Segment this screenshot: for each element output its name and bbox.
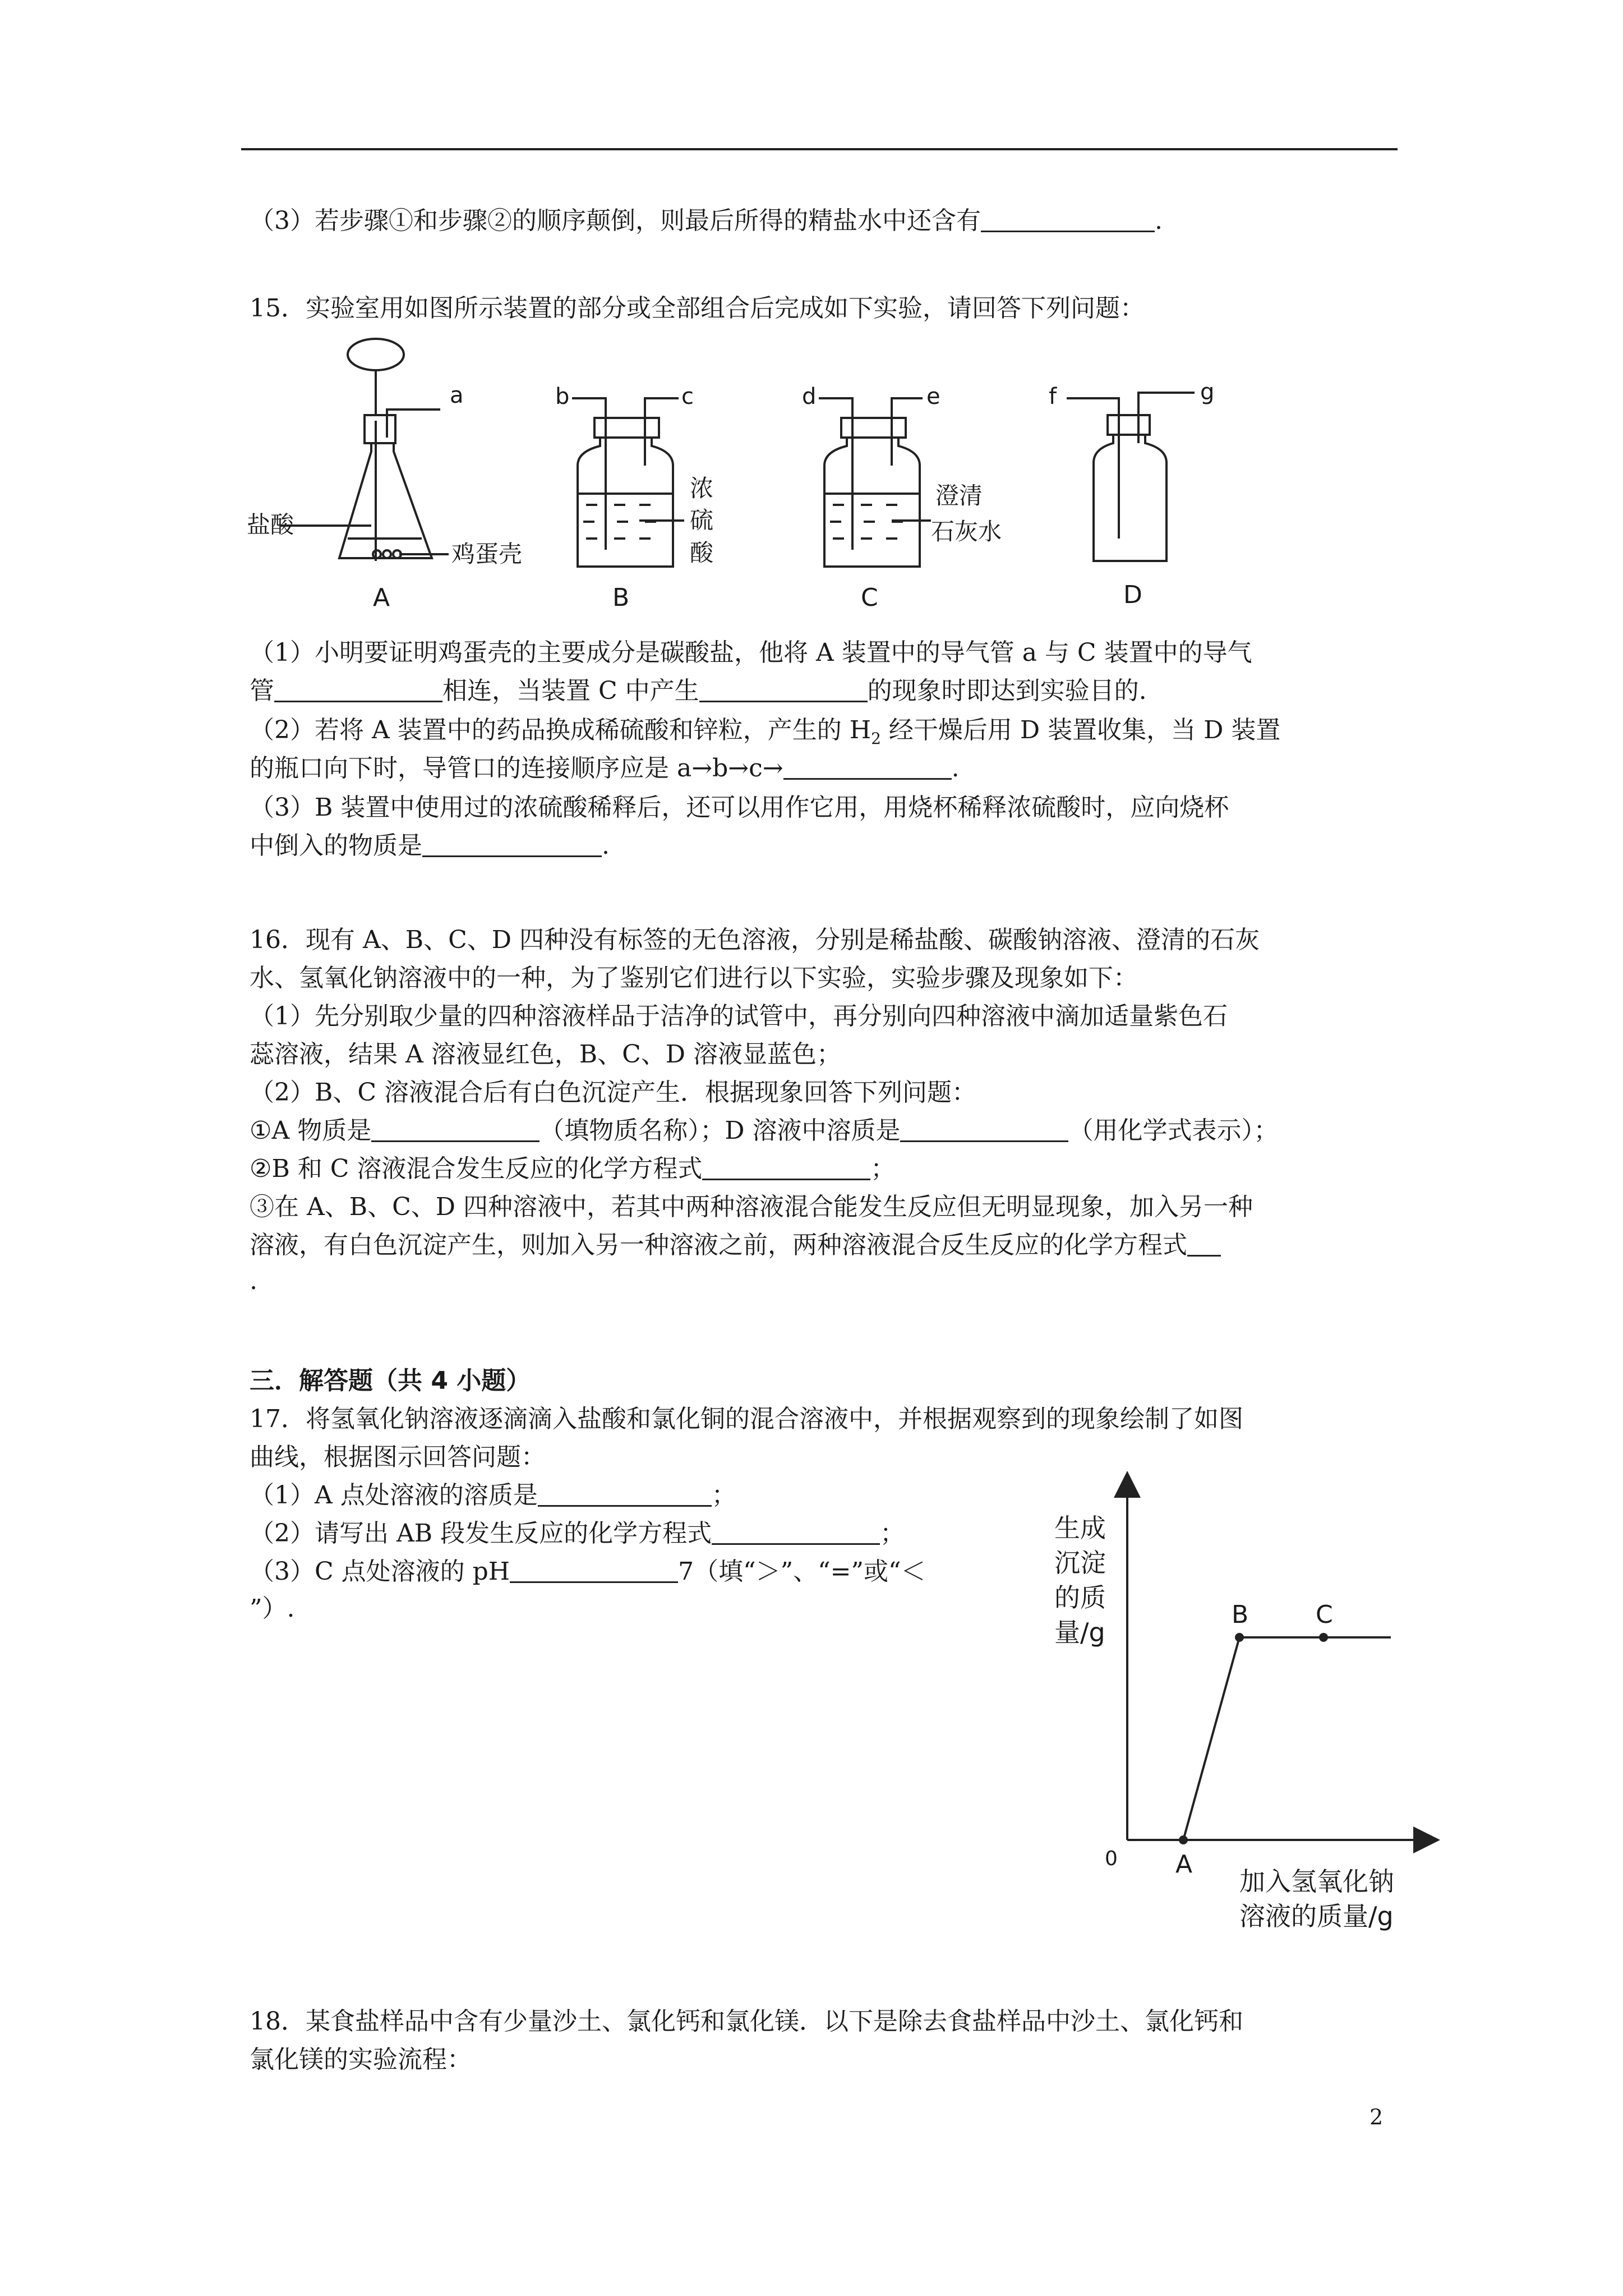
label-h2so4-3: 酸 <box>690 539 714 567</box>
label-b: b <box>555 384 570 409</box>
label-lime-2: 石灰水 <box>931 518 1002 545</box>
q17-line1: 17．将氢氧化钠溶液逐滴滴入盐酸和氯化铜的混合溶液中，并根据观察到的现象绘制了如图 <box>250 1405 1243 1433</box>
q15-intro: 15．实验室用如图所示装置的部分或全部组合后完成如下实验，请回答下列问题： <box>250 294 1145 323</box>
ylabel-line-2: 沉淀 <box>1054 1548 1106 1578</box>
answer-blank[interactable] <box>699 675 868 702</box>
ylabel-line-4: 量/g <box>1054 1617 1105 1648</box>
apparatus-A <box>280 339 449 561</box>
ylabel-line-3: 的质 <box>1054 1582 1106 1613</box>
q15-p3-line1: （3）B 装置中使用过的浓硫酸稀释后，还可以用作它用，用烧杯稀释浓硫酸时，应向烧杯 <box>250 793 1229 822</box>
ylabel-line-1: 生成 <box>1054 1513 1106 1543</box>
q15-p3-line2: 中倒入的物质是 . <box>250 829 610 863</box>
q16-line10: . <box>250 1267 257 1295</box>
q16-line5: （2）B、C 溶液混合后有白色沉淀产生．根据现象回答下列问题： <box>250 1078 976 1107</box>
q16-line8: ③在 A、B、C、D 四种溶液中，若其中两种溶液混合能发生反应但无明显现象，加入另一种 <box>250 1193 1253 1221</box>
q17-line5: （3）C 点处溶液的 pH 7（填“＞”、“=”或“＜ <box>250 1555 926 1589</box>
answer-blank[interactable] <box>510 1556 678 1583</box>
label-h2so4-2: 硫 <box>690 507 714 534</box>
label-hcl: 盐酸 <box>247 511 294 539</box>
label-a: a <box>450 383 464 408</box>
label-e: e <box>926 384 940 409</box>
label-A: A <box>373 583 390 612</box>
point-A <box>1179 1835 1188 1844</box>
q17-line2: 曲线，根据图示回答问题： <box>250 1443 546 1471</box>
q16-line7: ②B 和 C 溶液混合发生反应的化学方程式 ； <box>250 1152 895 1186</box>
label-C: C <box>861 583 878 612</box>
answer-blank[interactable] <box>422 830 602 857</box>
q15-p2-line2: 的瓶口向下时，导管口的连接顺序应是 a→b→c→ . <box>250 752 960 785</box>
q15-p1-line2: 管 相连，当装置 C 中产生 的现象时即达到实验目的. <box>250 674 1147 708</box>
q18-line1: 18．某食盐样品中含有少量沙土、氯化钙和氯化镁．以下是除去食盐样品中沙土、氯化钙和 <box>250 2007 1243 2036</box>
answer-blank[interactable] <box>900 1115 1068 1142</box>
q14-part3: （3）若步骤①和步骤②的顺序颠倒，则最后所得的精盐水中还含有 . <box>250 204 1163 238</box>
q16-line1: 16．现有 A、B、C、D 四种没有标签的无色溶液，分别是稀盐酸、碳酸钠溶液、澄清的石灰 <box>250 926 1260 954</box>
point-C <box>1319 1633 1328 1642</box>
q16-line6: ①A 物质是 （填物质名称）；D 溶液中溶质是 （用化学式表示）； <box>250 1114 1278 1148</box>
page-number: 2 <box>1370 2105 1384 2129</box>
answer-blank[interactable] <box>712 1517 880 1545</box>
apparatus-B <box>572 398 684 567</box>
q16-line3: （1）先分别取少量的四种溶液样品于洁净的试管中，再分别向四种溶液中滴加适量紫色石 <box>250 1002 1228 1030</box>
label-B: B <box>612 583 630 612</box>
label-g: g <box>1200 379 1215 405</box>
series-line <box>1183 1637 1391 1840</box>
precipitate-chart <box>1043 1464 1469 1947</box>
xlabel-line-1: 加入氢氧化钠 <box>1239 1866 1394 1897</box>
q17-line3: （1）A 点处溶液的溶质是 ； <box>250 1479 736 1512</box>
q16-line9: 溶液，有白色沉淀产生，则加入另一种溶液之前，两种溶液混合反生反应的化学方程式 <box>250 1228 1221 1262</box>
apparatus-figure <box>247 331 1256 623</box>
answer-blank[interactable] <box>274 675 442 702</box>
point-B <box>1235 1633 1244 1642</box>
answer-blank[interactable] <box>538 1479 712 1507</box>
q15-p2-line1: （2）若将 A 装置中的药品换成稀硫酸和锌粒，产生的 $H_2$ 经干燥后用 D 装置收集，当 D 装置 <box>250 716 1281 748</box>
point-label-B: B <box>1232 1600 1249 1629</box>
label-c: c <box>681 384 694 409</box>
q17-line6: ”）. <box>250 1594 295 1623</box>
answer-blank[interactable] <box>1187 1229 1221 1257</box>
answer-blank[interactable] <box>702 1153 870 1180</box>
label-h2so4-1: 浓 <box>690 475 714 502</box>
point-label-C: C <box>1316 1600 1333 1629</box>
q18-line2: 氯化镁的实验流程： <box>250 2045 472 2074</box>
answer-blank[interactable] <box>783 752 952 780</box>
label-eggshell: 鸡蛋壳 <box>451 540 523 568</box>
header-rule <box>241 148 1398 150</box>
q17-line4: （2）请写出 AB 段发生反应的化学方程式 ； <box>250 1517 905 1550</box>
label-d: d <box>802 384 817 409</box>
xlabel-line-2: 溶液的质量/g <box>1239 1901 1394 1931</box>
label-D: D <box>1123 581 1142 609</box>
q16-line2: 水、氢氧化钠溶液中的一种，为了鉴别它们进行以下实验，实验步骤及现象如下： <box>250 964 1138 992</box>
q16-line4: 蕊溶液，结果 A 溶液显红色，B、C、D 溶液显蓝色； <box>250 1040 842 1069</box>
point-label-A: A <box>1175 1850 1193 1879</box>
apparatus-C <box>819 398 931 567</box>
answer-blank[interactable] <box>371 1115 540 1142</box>
label-f: f <box>1049 384 1057 409</box>
answer-blank[interactable] <box>981 205 1155 232</box>
q15-p1-line1: （1）小明要证明鸡蛋壳的主要成分是碳酸盐，他将 A 装置中的导气管 a 与 C 装置中的导气 <box>250 638 1252 667</box>
section-heading: 三．解答题（共 4 小题） <box>250 1366 531 1395</box>
origin-label: 0 <box>1105 1847 1118 1870</box>
label-lime-1: 澄清 <box>935 482 983 509</box>
apparatus-D <box>1067 393 1195 561</box>
